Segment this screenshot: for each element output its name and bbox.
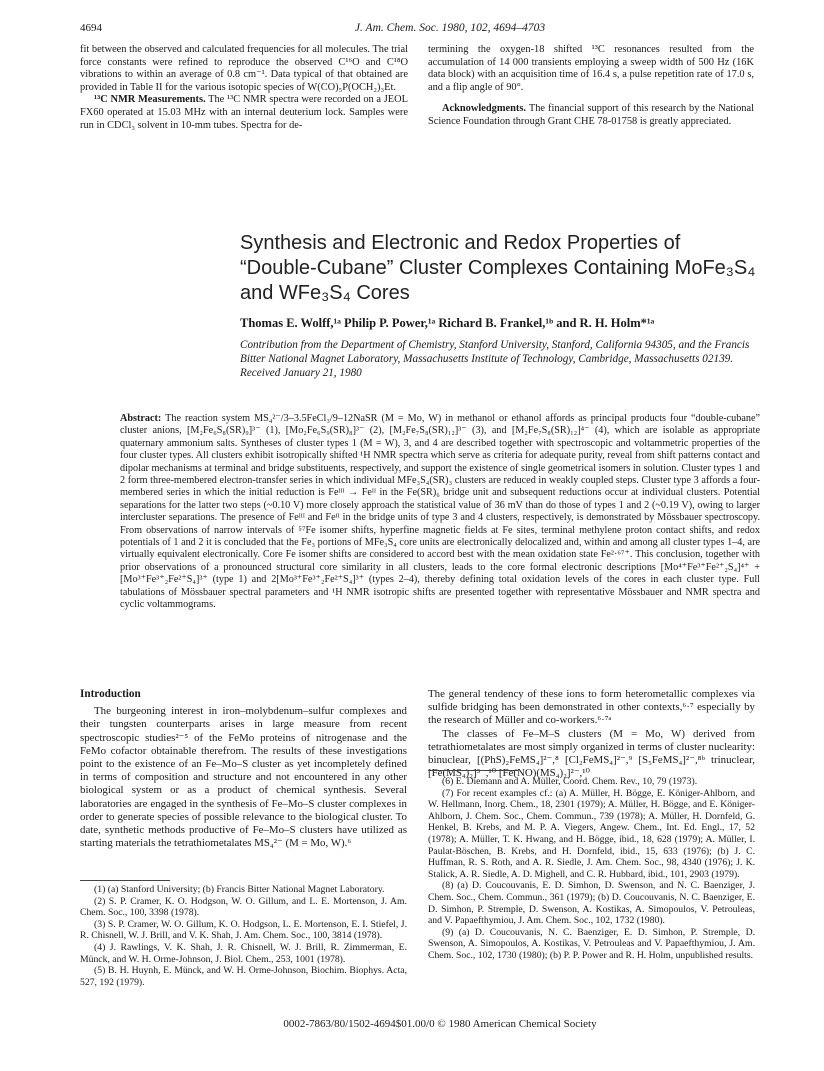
introduction-paragraph-1: The burgeoning interest in iron–molybdenum–sulfur complexes and their tungsten counterparts arises in large measure from recent spectroscopic studies²⁻⁵ of the FeMo proteins of nitrogenase and the FeMo cofactor obtainable therefrom. The results of these investigations point to the existence of an Fe–Mo–S cluster as yet incompletely defined in terms of composition and structure and not encountered in any other biological system or as a product of chemical synthesis. Several laboratories are engaged in the synthesis of Fe–Mo–S cluster complexes in order to generate species of possible relevance to the biological cluster. To date, synthetic methods productive of Fe–Mo–S clusters have utilized as starting materials the tetrathiometalates MS₄²⁻ (M = Mo, W).⁶	[80, 705, 407, 850]
introduction-heading: Introduction	[80, 688, 141, 700]
acknowledgments-text: The financial support of this research by the National Science Foundation through Grant CHE 78-01758 is greatly appreciated.	[428, 103, 754, 127]
acknowledgments-heading: Acknowledgments.	[442, 103, 526, 115]
previous-article-left-column	[80, 44, 408, 132]
footnote: (2) S. P. Cramer, K. O. Hodgson, W. O. Gillum, and L. E. Mortenson, J. Am. Chem. Soc., 100, 3398 (1978).	[80, 895, 407, 919]
introduction-paragraph-2: The general tendency of these ions to form heterometallic complexes via sulfide bridging has been demonstrated in other contexts,⁶·⁷ especially by the research of Müller and co-workers.⁶·⁷ᵃ	[428, 688, 755, 727]
footnote: (1) (a) Stanford University; (b) Francis Bitter National Magnet Laboratory.	[94, 884, 385, 895]
abstract-text: The reaction system MS₄²⁻/3–3.5FeCl₃/9–12NaSR (M = Mo, W) in methanol or ethanol affords as principal products four “double-cubane” cluster anions, [M₂Fe₆S₈(SR)₉]³⁻ (1), [Mo₂Fe₆S₉(SR)₈]³⁻ (2), [M₂Fe₇S₈(SR)₁₂]³⁻ (3), and [M₂Fe₇S₈(SR)₁₂]⁴⁻ (4), which are isolable as appropriate quaternary ammonium salts. Syntheses of cluster types 1 (M = W), 3, and 4 are described together with spectroscopic and voltammetric properties of the four cluster types. All clusters exhibit isotropically shifted ¹H NMR spectra which serve as criteria for adequate purity, reveal from shift patterns contact and dipolar mechanisms at terminal and bridge substituents, respectively, and support the existence of single geometrical isomers in solution. Cluster types 1 and 2 form three-membered electron-transfer series in which individual MFe₃S₄(SR)₃ clusters are reduced in weakly coupled steps. Cluster type 3 affords a four-membered series in which the initial reduction is Feᴵᴵᴵ → Feᴵᴵ in the Fe(SR)₆ bridge unit and subsequent reductions occur at individual clusters. Potential separations for the latter two steps (~0.10 V) more closely approach the statistical value of 36 mV than do those of types 1 and 2 (~0.19 V), owing to larger intercluster separations. The presence of Feᴵᴵᴵ and Feᴵᴵ in the bridge units of type 3 and 4 clusters, respectively, is demonstrated by Mössbauer spectroscopy. From observations of narrow intervals of ⁵⁷Fe isomer shifts, hyperfine magnetic fields at Fe sites, terminal methylene proton contact shifts, and redox potentials of 1 and 2 it is concluded that the Fe₃ portions of MFe₃S₄ core units are electronically delocalized and, within and among all cluster types 1–4, are virtually equivalent electronically. Core Fe isomer shifts are considered to accord best with the mean oxidation state Fe²·⁶⁷⁺. This conclusion, together with prior observations of a pronounced structural core similarity in all clusters, leads to the core formal electronic descriptions [Mo⁴⁺Fe³⁺Fe²⁺₂S₄]⁴⁺ + [Mo³⁺Fe³⁺₂Fe²⁺S₄]³⁺ (type 1) and 2[Mo³⁺Fe³⁺₂Fe²⁺S₄]³⁺ (types 2–4), thereby defining total oxidation levels of the cores in each cluster type. Full tabulations of Mössbauer spectral parameters and ¹H NMR isotropic shifts are presented together with representative Mössbauer and NMR spectra and cyclic voltammograms.	[120, 413, 760, 611]
introduction-right-column	[428, 688, 755, 780]
abstract-heading: Abstract:	[120, 413, 162, 424]
abstract	[120, 413, 760, 612]
footnote: (7) For recent examples cf.: (a) A. Müller, H. Bögge, E. Königer-Ahlborn, and W. Hellmann, Inorg. Chem., 18, 2301 (1979); A. Müller, H. Bögge, and E. Königer-Ahlborn, J. Chem. Soc., Chem. Commun., 739 (1978); A. Müller, H. Dornfeld, G. Henkel, B. Krebs, and M. P. A. Viegers, Angew. Chem., Int. Ed. Engl., 17, 52 (1978); A. Müller, T. K. Hwang, and H. Bögge, ibid., 18, 628 (1979); A. Müller, I. Paulat-Böschen, B. Krebs, and H. Dornfeld, ibid., 15, 633 (1976); (b) J. C. Huffman, R. S. Roth, and A. R. Siedle, J. Am. Chem. Soc., 98, 4340 (1976); J. K. Stalick, A. R. Siedle, A. D. Mighell, and C. R. Hubbard, ibid., 101, 2903 (1979).	[428, 787, 755, 880]
footnote: (6) E. Diemann and A. Müller, Coord. Chem. Rev., 10, 79 (1973).	[442, 776, 698, 787]
article-affiliation: Contribution from the Department of Chemistry, Stanford University, Stanford, California 94305, and the Francis Bitter National Magnet Laboratory, Massachusetts Institute of Technology, Cambridge, Massachusetts 02139. Received January 21, 1980	[240, 339, 750, 379]
previous-article-paragraph: fit between the observed and calculated frequencies for all molecules. The trial force constants were refined to reproduce the observed C¹⁶O and C¹⁸O vibrations to within an average of 0.8 cm⁻¹. Data typical of that obtained are provided in Table II for the various isotopic species of W(CO)₅P(OCH₂)₃Et.	[80, 44, 408, 93]
previous-article-continuation: termining the oxygen-18 shifted ¹³C resonances resulted from the accumulation of 14 000 transients employing a sweep width of 500 Hz (16K data block) with an acquisition time of 16.4 s, a pulse repetition rate of 17.0 s, and a flip angle of 90°.	[428, 44, 754, 93]
page-number: 4694	[80, 22, 102, 34]
nmr-heading: ¹³C NMR Measurements.	[94, 94, 206, 106]
footnote-divider	[80, 880, 170, 881]
footnote: (4) J. Rawlings, V. K. Shah, J. R. Chisnell, W. J. Brill, R. Zimmerman, E. Münck, and W. H. Orme-Johnson, J. Biol. Chem., 253, 1001 (1978).	[80, 941, 407, 965]
footnotes-left	[80, 884, 407, 988]
footnote: (5) B. H. Huynh, E. Münck, and W. H. Orme-Johnson, Biochim. Biophys. Acta, 527, 192 (1979).	[80, 965, 407, 988]
introduction-left-column	[80, 688, 407, 850]
footnote: (3) S. P. Cramer, W. O. Gillum, K. O. Hodgson, L. E. Mortenson, E. I. Stiefel, J. R. Chisnell, W. J. Brill, and V. K. Shah, J. Am. Chem. Soc., 100, 3814 (1978).	[80, 918, 407, 942]
journal-citation: J. Am. Chem. Soc. 1980, 102, 4694–4703	[354, 22, 546, 34]
footnote-divider	[428, 770, 518, 771]
nmr-paragraph: The ¹³C NMR spectra were recorded on a JEOL FX60 operated at 15.03 MHz with an internal deuterium lock. Samples were run in CDCl₃ solvent in 10-mm tubes. Spectra for de-	[80, 94, 408, 131]
footnote: (8) (a) D. Coucouvanis, E. D. Simhon, D. Swenson, and N. C. Baenziger, J. Chem. Soc., Chem. Commun., 361 (1979); (b) D. Coucouvanis, N. C. Baenziger, E. D. Simhon, P. Stremple, D. Swenson, A. Kostikas, A. Simopoulos, V. Petrouleas, and V. Papaefthymiou, J. Am. Chem. Soc., 102, 1732 (1980).	[428, 880, 755, 927]
article-title: Synthesis and Electronic and Redox Properties of “Double-Cubane” Cluster Complexes Containing MoFe₃S₄ and WFe₃S₄ Cores	[240, 232, 756, 304]
copyright-footer: 0002-7863/80/1502-4694$01.00/0 © 1980 American Chemical Society	[283, 1018, 597, 1030]
previous-article-right-column	[428, 44, 754, 129]
article-authors: Thomas E. Wolff,¹ᵃ Philip P. Power,¹ᵃ Richard B. Frankel,¹ᵇ and R. H. Holm*¹ᵃ	[240, 316, 655, 330]
footnote: (9) (a) D. Coucouvanis, N. C. Baenziger, E. D. Simhon, P. Stremple, D. Swenson, A. Simopoulos, A. Kostikas, V. Petrouleas and V. Papaefthymiou, J. Am. Chem. Soc., 102, 1730 (1980); (b) P. P. Power and R. H. Holm, unpublished results.	[428, 926, 755, 961]
introduction-paragraph-3: The classes of Fe–M–S clusters (M = Mo, W) derived from tetrathiometalates are most simply organized in terms of cluster nuclearity: binuclear, [(PhS)₂FeMS₄]²⁻,⁸ [Cl₂FeMS₄]²⁻,⁹ [S₅FeMS₄]²⁻,⁸ᵇ trinuclear, [Fe(MS₄)₂]³⁻,¹⁰ [Fe(NO)(MS₄)₂]²⁻,¹⁰	[428, 727, 755, 780]
footnotes-right	[428, 776, 755, 962]
